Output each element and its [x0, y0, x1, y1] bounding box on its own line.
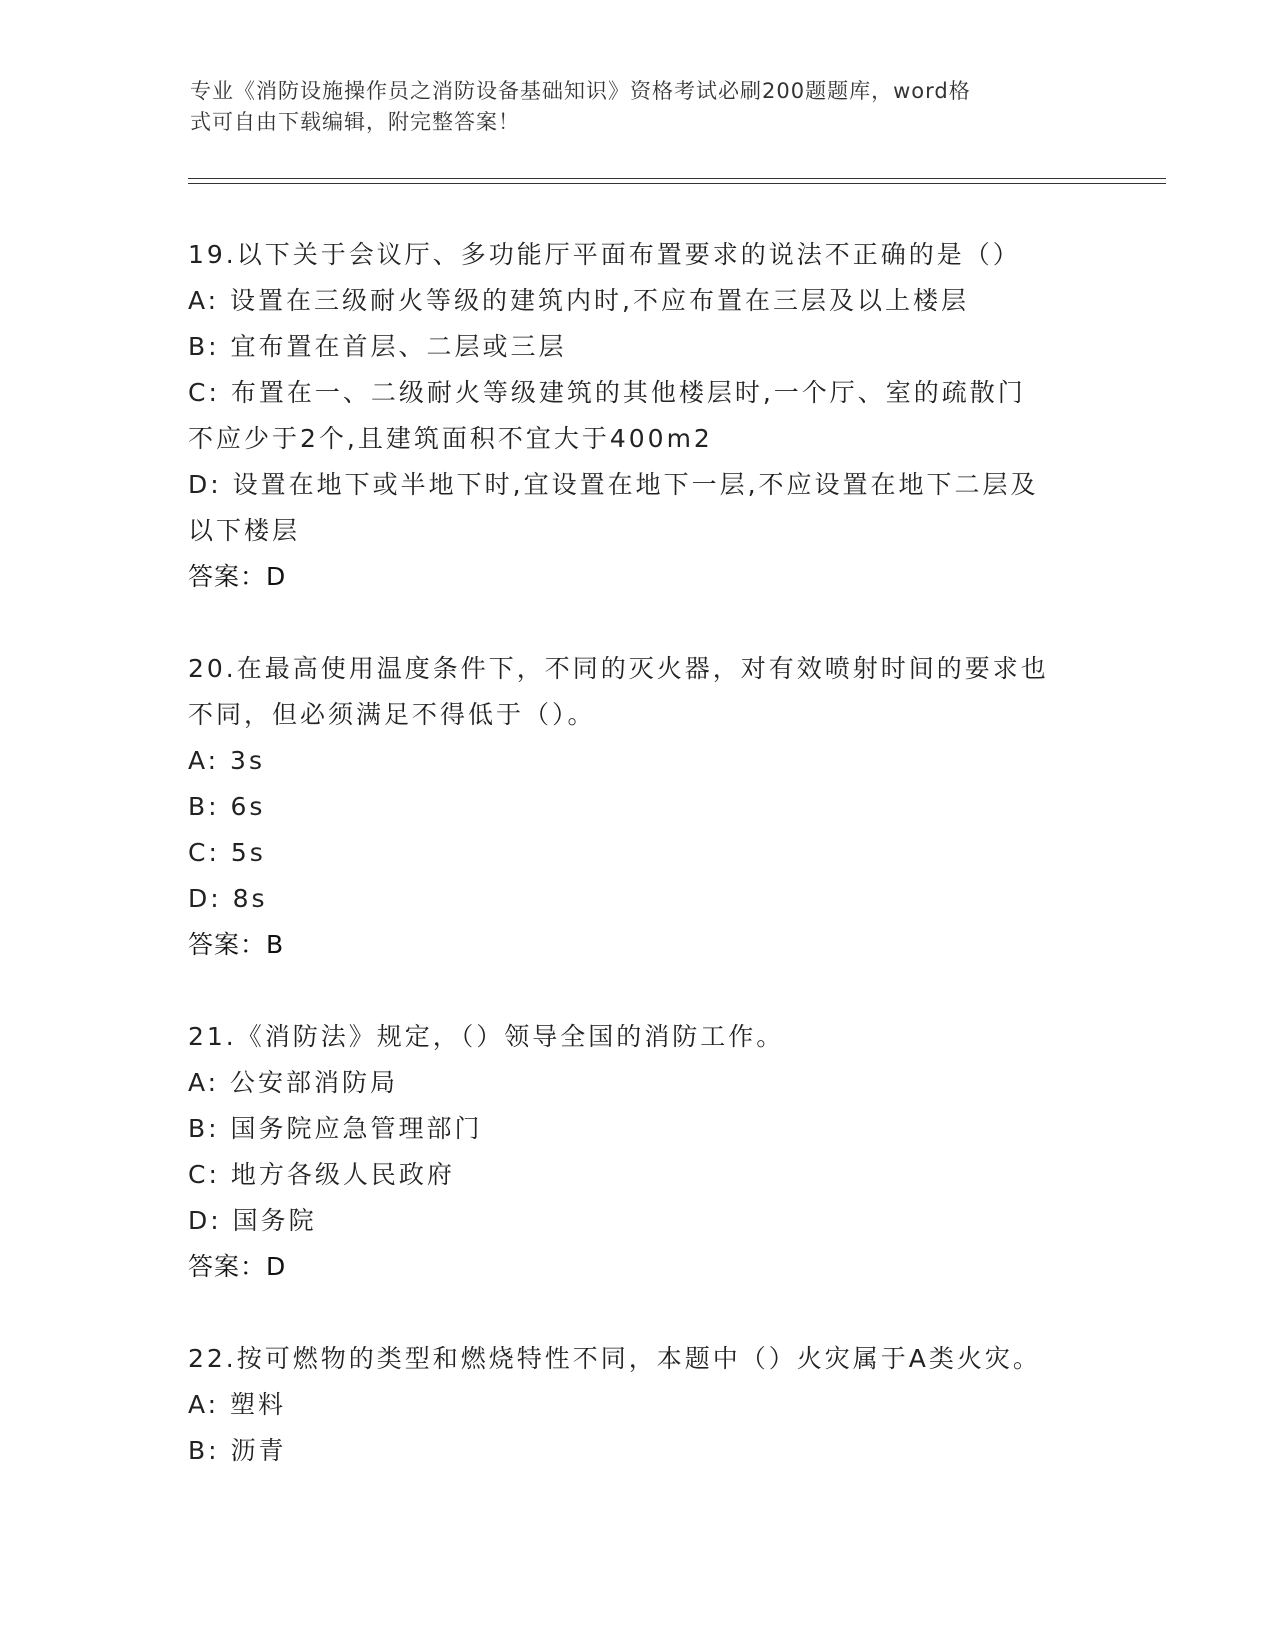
header-line-2: 式可自由下载编辑，附完整答案！ [190, 110, 520, 134]
question-list [188, 232, 1088, 1520]
answer-label: 答案：D [188, 1252, 287, 1281]
answer-label: 答案：D [188, 562, 287, 591]
option-a: A: 3s [188, 746, 265, 775]
question-stem: 20.在最高使用温度条件下，不同的灭火器，对有效喷射时间的要求也 [188, 654, 1049, 683]
option-c: C: 地方各级人民政府 [188, 1160, 455, 1189]
question-21 [188, 1014, 1088, 1290]
option-d: D: 设置在地下或半地下时,宜设置在地下一层,不应设置在地下二层及 [188, 470, 1039, 499]
option-d: D: 8s [188, 884, 268, 913]
option-b: B: 沥青 [188, 1436, 287, 1465]
option-c: C: 布置在一、二级耐火等级建筑的其他楼层时,一个厅、室的疏散门 [188, 378, 1026, 407]
option-b: B: 国务院应急管理部门 [188, 1114, 483, 1143]
question-19 [188, 232, 1088, 600]
header-divider-top [188, 178, 1166, 179]
question-20 [188, 646, 1088, 968]
option-a: A: 设置在三级耐火等级的建筑内时,不应布置在三层及以上楼层 [188, 286, 969, 315]
option-d-continued: 以下楼层 [188, 516, 301, 545]
option-b: B: 宜布置在首层、二层或三层 [188, 332, 567, 361]
header-line-1: 专业《消防设施操作员之消防设备基础知识》资格考试必刷200题题库，word格 [190, 79, 971, 103]
question-22 [188, 1336, 1088, 1474]
option-a: A: 公安部消防局 [188, 1068, 399, 1097]
option-b: B: 6s [188, 792, 266, 821]
question-stem: 19.以下关于会议厅、多功能厅平面布置要求的说法不正确的是（） [188, 240, 1021, 269]
option-d: D: 国务院 [188, 1206, 317, 1235]
question-stem: 22.按可燃物的类型和燃烧特性不同，本题中（）火灾属于A类火灾。 [188, 1344, 1041, 1373]
document-header [190, 76, 1090, 138]
header-divider-bottom [188, 183, 1166, 184]
question-stem: 21.《消防法》规定，（）领导全国的消防工作。 [188, 1022, 785, 1051]
question-stem-continued: 不同，但必须满足不得低于（）。 [188, 700, 596, 729]
option-c-continued: 不应少于2个,且建筑面积不宜大于400m2 [188, 424, 713, 453]
option-a: A: 塑料 [188, 1390, 287, 1419]
answer-label: 答案：B [188, 930, 285, 959]
option-c: C: 5s [188, 838, 266, 867]
